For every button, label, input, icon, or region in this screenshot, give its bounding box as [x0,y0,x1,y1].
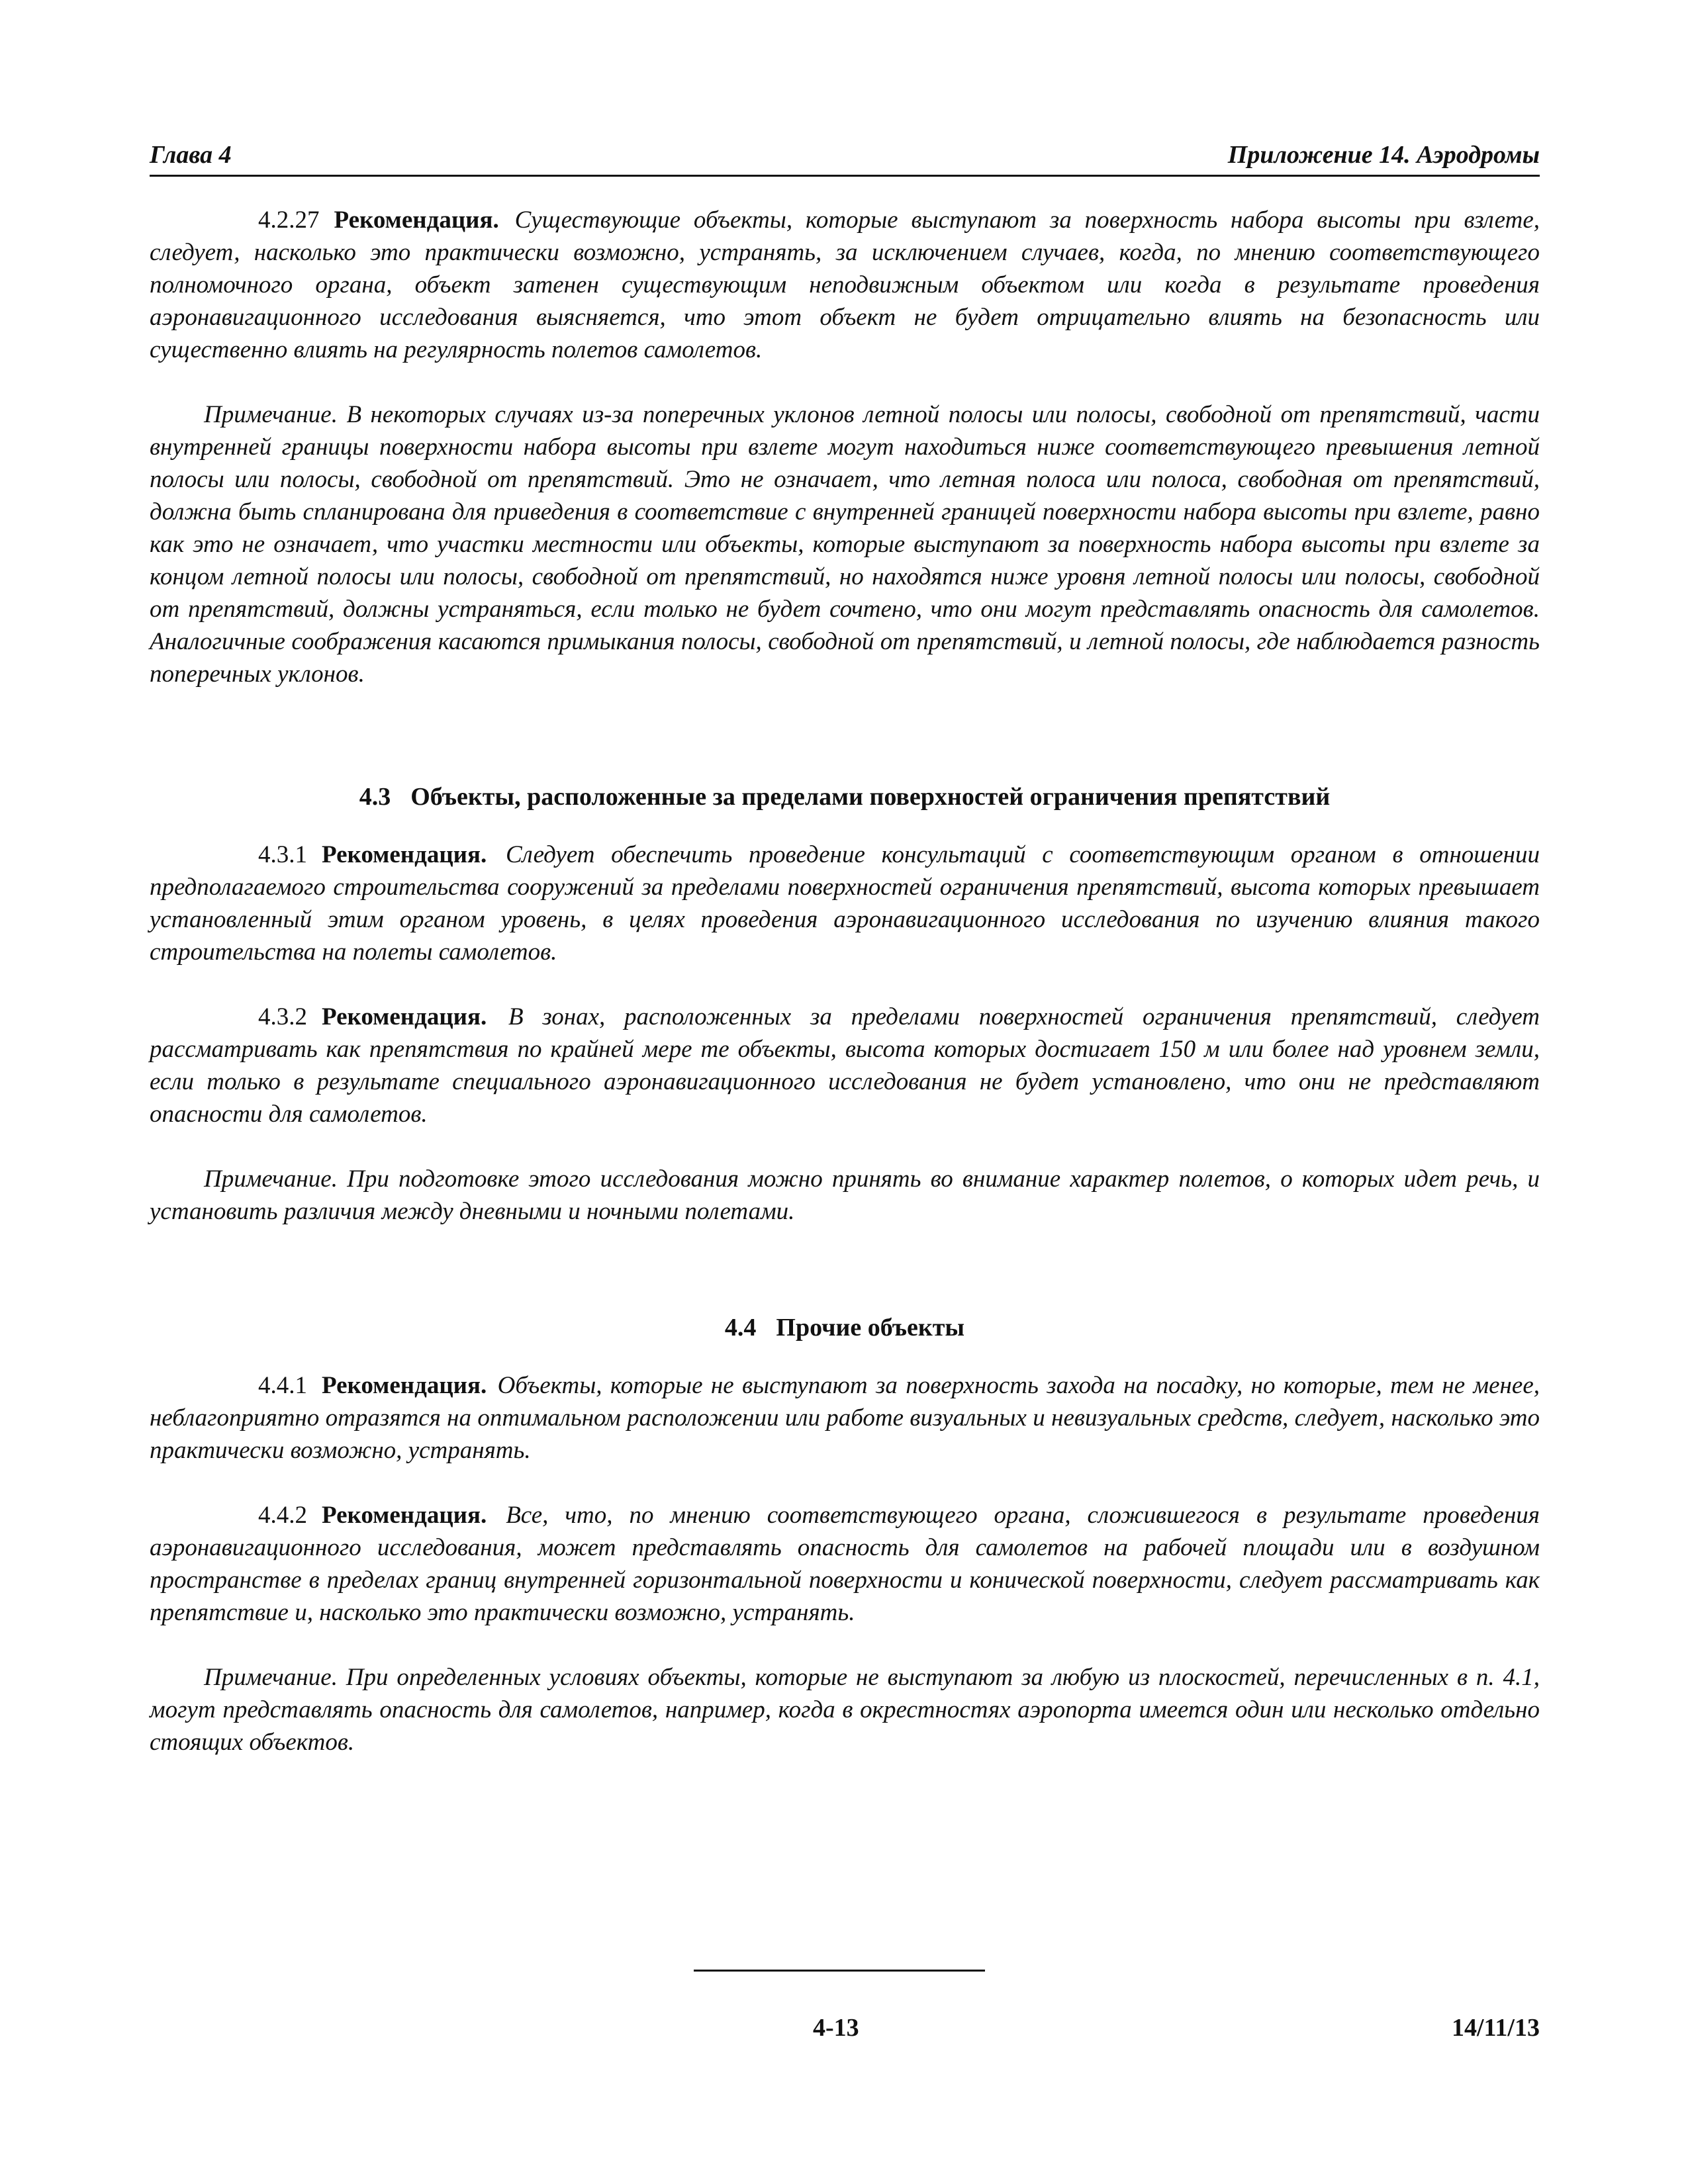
page-body [150,204,1540,1758]
section-number: 4.3 [359,783,391,811]
paragraph-number: 4.3.1 [258,841,307,868]
note-2: Примечание. При подготовке этого исследования можно принять во внимание характер полетов, о которых идет речь, и установить различия между дневными и ночными полетами. [150,1165,1540,1225]
recommendation-label: Рекомендация. [322,841,487,868]
page-footer [150,2013,1540,2046]
section-title: Объекты, расположенные за пределами поверхностей ограничения препятствий [410,783,1331,811]
section-heading-4-3 [150,780,1540,813]
header-chapter: Глава 4 [150,141,232,169]
paragraph-4-4-1 [150,1369,1540,1467]
note-3: Примечание. При определенных условиях объекты, которые не выступают за любую из плоскостей, перечисленных в п. 4.1, могут представлять опасность для самолетов, например, когда в окрестностях аэропорта имеется один или несколько отдельно стоящих объектов. [150,1664,1540,1756]
paragraph-text: Следует обеспечить проведение консультаций с соответствующим органом в отношении предполагаемого строительства сооружений за пределами поверхностей ограничения препятствий, высота которых превышает установленный этим органом уровень, в целях проведения аэронавигационного исследования по изучению влияния такого строительства на полеты самолетов. [150,841,1540,966]
header-annex: Приложение 14. Аэродромы [1227,141,1540,169]
recommendation-label: Рекомендация. [322,1502,487,1529]
section-title: Прочие объекты [776,1314,965,1342]
revision-date: 14/11/13 [1451,2014,1540,2042]
page-header [150,132,1540,177]
section-heading-4-4 [150,1311,1540,1344]
paragraph-text: Существующие объекты, которые выступают за поверхность набора высоты при взлете, следует, насколько это практически возможно, устранять, за исключением случаев, когда, по мнению соответствующего полномочного органа, объект затенен существующим неподвижным объектом или когда в результате проведения аэронавигационного исследования выясняется, что этот объект не будет отрицательно влиять на безопасность или существенно влиять на регулярность полетов самолетов. [150,206,1540,363]
note-1: Примечание. В некоторых случаях из-за поперечных уклонов летной полосы или полосы, свободной от препятствий, части внутренней границы поверхности набора высоты при взлете могут находиться ниже соответствующего превышения летной полосы или полосы, свободной от препятствий. Это не означает, что летная полоса или полоса, свободная от препятствий, должна быть спланирована для приведения в соответствие с внутренней границей поверхности набора высоты при взлете, равно как это не означает, что участки местности или объекты, которые выступают за поверхность набора высоты при взлете за концом летной полосы или полосы, свободной от препятствий, но находятся ниже уровня летной полосы или полосы, свободной от препятствий, должны устраняться, если только не будет сочтено, что они могут представлять опасность для самолетов. Аналогичные соображения касаются примыкания полосы, свободной от препятствий, и летной полосы, где наблюдается разность поперечных уклонов. [150,401,1540,688]
paragraph-4-3-2 [150,1001,1540,1130]
paragraph-number: 4.4.2 [258,1502,307,1529]
paragraph-number: 4.4.1 [258,1372,307,1399]
paragraph-4-2-27 [150,204,1540,366]
paragraph-text: В зонах, расположенных за пределами поверхностей ограничения препятствий, следует рассматривать как препятствия по крайней мере те объекты, высота которых достигает 150 м или более над уровнем земли, если только в результате специального аэронавигационного исследования не будет установлено, что они не представляют опасности для самолетов. [150,1003,1540,1128]
section-number: 4.4 [724,1314,757,1342]
document-page [150,0,1540,2184]
paragraph-number: 4.3.2 [258,1003,307,1030]
footer-divider [694,1970,985,1972]
recommendation-label: Рекомендация. [322,1003,487,1030]
paragraph-4-4-2 [150,1499,1540,1629]
paragraph-text: Объекты, которые не выступают за поверхность захода на посадку, но которые, тем не менее, неблагоприятно отразятся на оптимальном расположении или работе визуальных и невизуальных средств, следует, насколько это практически возможно, устранять. [150,1372,1540,1464]
paragraph-number: 4.2.27 [258,206,320,234]
paragraph-text: Все, что, по мнению соответствующего органа, сложившегося в результате проведения аэронавигационного исследования, может представлять опасность для самолетов на рабочей площади или в воздушном пространстве в пределах границ внутренней горизонтальной поверхности и конической поверхности, следует рассматривать как препятствие и, насколько это практически возможно, устранять. [150,1502,1540,1626]
recommendation-label: Рекомендация. [322,1372,487,1399]
recommendation-label: Рекомендация. [334,206,499,234]
paragraph-4-3-1 [150,839,1540,968]
page-number: 4-13 [813,2014,859,2042]
